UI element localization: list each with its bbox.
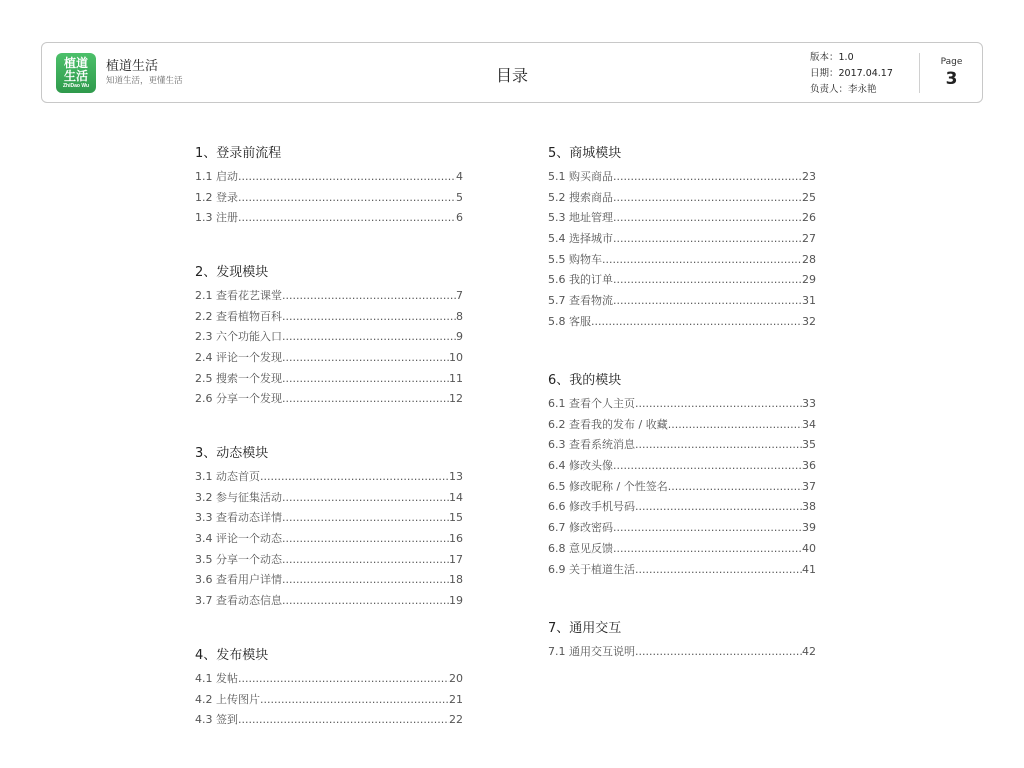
- document-header: [41, 42, 983, 103]
- toc-leader-dots: [635, 396, 802, 412]
- toc-entry-label: 5.4 选择城市: [548, 232, 613, 246]
- toc-leader-dots: [282, 593, 449, 609]
- toc-entry-label: 6.2 查看我的发布 / 收藏: [548, 417, 668, 431]
- version-text: 版本：1.0: [810, 52, 854, 63]
- toc-entry-page: 11: [449, 371, 463, 385]
- toc-entry-label: 6.7 修改密码: [548, 521, 613, 535]
- toc-entry[interactable]: [548, 479, 816, 500]
- toc-entry-label: 5.3 地址管理: [548, 211, 613, 225]
- toc-entry[interactable]: [548, 396, 816, 417]
- toc-leader-dots: [282, 371, 449, 387]
- toc-entry[interactable]: [195, 490, 463, 511]
- toc-section-title: 5、商城模块: [548, 146, 622, 161]
- toc-entry-page: 6: [456, 211, 463, 225]
- toc-entry-label: 3.6 查看用户详情: [195, 573, 282, 587]
- document-meta: [810, 50, 893, 98]
- toc-entry-label: 1.2 登录: [195, 190, 238, 204]
- toc-entry-page: 15: [449, 511, 463, 525]
- toc-column-right: [548, 146, 816, 665]
- toc-section: [195, 446, 463, 648]
- toc-entry[interactable]: [195, 190, 463, 211]
- toc-section: [195, 265, 463, 446]
- toc-entry-label: 6.9 关于植道生活: [548, 562, 635, 576]
- toc-section: [548, 146, 816, 373]
- toc-entry-label: 3.4 评论一个动态: [195, 532, 282, 546]
- toc-entry-label: 1.3 注册: [195, 211, 238, 225]
- toc-entry[interactable]: [548, 499, 816, 520]
- toc-entry[interactable]: [548, 644, 816, 665]
- toc-entry-page: 21: [449, 692, 463, 706]
- toc-entry[interactable]: [548, 314, 816, 335]
- toc-entry-label: 3.1 动态首页: [195, 470, 260, 483]
- toc-leader-dots: [282, 490, 449, 506]
- toc-leader-dots: [613, 210, 802, 226]
- toc-entry[interactable]: [195, 350, 463, 371]
- toc-section: [195, 146, 463, 265]
- toc-leader-dots: [238, 190, 456, 206]
- toc-entry-page: 33: [802, 397, 816, 410]
- toc-entry[interactable]: [548, 562, 816, 583]
- toc-section-title: 7、通用交互: [548, 621, 622, 636]
- toc-section: [548, 621, 816, 665]
- toc-entry-page: 19: [449, 594, 463, 608]
- toc-entry-page: 17: [449, 552, 463, 566]
- toc-entry-label: 6.1 查看个人主页: [548, 397, 635, 410]
- toc-entry[interactable]: [195, 391, 463, 412]
- toc-leader-dots: [635, 437, 802, 453]
- page-indicator: [920, 53, 983, 89]
- toc-entry-page: 14: [449, 490, 463, 504]
- toc-entry-page: 39: [802, 521, 816, 535]
- toc-entry-label: 2.3 六个功能入口: [195, 330, 282, 344]
- toc-entry[interactable]: [548, 231, 816, 252]
- toc-entry-page: 10: [449, 351, 463, 365]
- toc-section: [548, 373, 816, 621]
- toc-entry-label: 5.6 我的订单: [548, 273, 613, 287]
- toc-entry[interactable]: [548, 417, 816, 438]
- owner-text: 负责人：李永艳: [810, 84, 877, 95]
- toc-leader-dots: [602, 252, 802, 268]
- toc-entry[interactable]: [195, 531, 463, 552]
- toc-entry-label: 2.1 查看花艺课堂: [195, 289, 282, 302]
- toc-entry-page: 31: [802, 294, 816, 308]
- toc-leader-dots: [260, 469, 449, 485]
- toc-entry[interactable]: [195, 371, 463, 392]
- toc-entry-label: 6.4 修改头像: [548, 459, 613, 473]
- brand-slogan: 知道生活，更懂生活: [106, 76, 183, 86]
- toc-entry-label: 5.5 购物车: [548, 252, 602, 266]
- toc-entry[interactable]: [195, 510, 463, 531]
- toc-entry-label: 2.2 查看植物百科: [195, 309, 282, 323]
- toc-entry-page: 4: [456, 170, 463, 183]
- toc-leader-dots: [282, 552, 449, 568]
- toc-entry[interactable]: [548, 293, 816, 314]
- toc-entry[interactable]: [548, 210, 816, 231]
- toc-leader-dots: [282, 288, 456, 304]
- toc-entry-page: 20: [449, 672, 463, 685]
- toc-entry[interactable]: [195, 329, 463, 350]
- toc-leader-dots: [613, 169, 802, 185]
- toc-entry-label: 4.2 上传图片: [195, 692, 260, 706]
- toc-leader-dots: [282, 531, 449, 547]
- toc-entry-page: 28: [802, 252, 816, 266]
- toc-leader-dots: [613, 520, 802, 536]
- toc-entry[interactable]: [195, 552, 463, 573]
- toc-entry[interactable]: [195, 469, 463, 490]
- toc-entry-page: 41: [802, 562, 816, 576]
- toc-entry[interactable]: [548, 437, 816, 458]
- toc-section-title: 3、动态模块: [195, 446, 269, 461]
- toc-section: [195, 648, 463, 733]
- toc-entry-label: 4.1 发帖: [195, 672, 238, 685]
- toc-entry-page: 38: [802, 500, 816, 514]
- toc-entry-label: 5.8 客服: [548, 314, 591, 328]
- toc-leader-dots: [613, 190, 802, 206]
- toc-section-title: 6、我的模块: [548, 373, 622, 388]
- toc-entry-label: 2.4 评论一个发现: [195, 351, 282, 365]
- toc-leader-dots: [238, 210, 456, 226]
- toc-leader-dots: [635, 644, 802, 660]
- toc-entry[interactable]: [548, 252, 816, 273]
- toc-entry-label: 3.5 分享一个动态: [195, 552, 282, 566]
- toc-entry-label: 1.1 启动: [195, 170, 238, 183]
- toc-leader-dots: [282, 391, 449, 407]
- toc-leader-dots: [613, 272, 802, 288]
- toc-entry-label: 5.7 查看物流: [548, 294, 613, 308]
- toc-entry[interactable]: [548, 272, 816, 293]
- toc-leader-dots: [238, 169, 456, 185]
- toc-section-title: 4、发布模块: [195, 648, 269, 663]
- toc-entry-page: 5: [456, 190, 463, 204]
- toc-leader-dots: [613, 231, 802, 247]
- toc-leader-dots: [238, 671, 449, 687]
- toc-entry-page: 35: [802, 438, 816, 452]
- toc-entry[interactable]: [548, 190, 816, 211]
- toc-entry-page: 7: [456, 289, 463, 302]
- toc-entry-page: 37: [802, 479, 816, 493]
- toc-leader-dots: [282, 572, 449, 588]
- toc-entry-page: 18: [449, 573, 463, 587]
- toc-leader-dots: [260, 692, 449, 708]
- toc-entry-page: 13: [449, 470, 463, 483]
- toc-leader-dots: [668, 417, 802, 433]
- toc-entry[interactable]: [548, 169, 816, 190]
- toc-entry-label: 3.7 查看动态信息: [195, 594, 282, 608]
- toc-entry[interactable]: [195, 210, 463, 231]
- toc-leader-dots: [591, 314, 802, 330]
- toc-entry-page: 42: [802, 645, 816, 658]
- toc-leader-dots: [613, 293, 802, 309]
- toc-entry-page: 16: [449, 532, 463, 546]
- toc-entry-label: 6.3 查看系统消息: [548, 438, 635, 452]
- toc-entry-label: 2.5 搜索一个发现: [195, 371, 282, 385]
- toc-entry-label: 6.6 修改手机号码: [548, 500, 635, 514]
- toc-entry-label: 5.2 搜索商品: [548, 190, 613, 204]
- toc-leader-dots: [282, 309, 456, 325]
- toc-entry-page: 32: [802, 314, 816, 328]
- toc-entry-page: 22: [449, 713, 463, 727]
- toc-entry[interactable]: [195, 692, 463, 713]
- toc-entry[interactable]: [195, 288, 463, 309]
- toc-entry-page: 23: [802, 170, 816, 183]
- toc-entry[interactable]: [195, 572, 463, 593]
- toc-entry-page: 34: [802, 417, 816, 431]
- toc-leader-dots: [282, 350, 449, 366]
- toc-entry[interactable]: [548, 458, 816, 479]
- toc-entry-label: 2.6 分享一个发现: [195, 392, 282, 406]
- toc-entry-label: 5.1 购买商品: [548, 170, 613, 183]
- toc-leader-dots: [613, 458, 802, 474]
- toc-section-title: 1、登录前流程: [195, 146, 282, 161]
- toc-entry[interactable]: [195, 712, 463, 733]
- toc-entry[interactable]: [548, 541, 816, 562]
- toc-leader-dots: [635, 499, 802, 515]
- toc-leader-dots: [668, 479, 802, 495]
- page-number: 3: [945, 69, 958, 89]
- toc-entry-page: 36: [802, 459, 816, 473]
- toc-entry-label: 6.5 修改昵称 / 个性签名: [548, 479, 668, 493]
- toc-entry-page: 27: [802, 232, 816, 246]
- toc-column-left: [195, 146, 463, 733]
- page-label: Page: [940, 57, 963, 67]
- toc-leader-dots: [613, 541, 802, 557]
- toc-entry-label: 6.8 意见反馈: [548, 541, 613, 555]
- toc-section-title: 2、发现模块: [195, 265, 269, 280]
- brand-name: 植道生活: [106, 59, 159, 74]
- toc-entry-label: 7.1 通用交互说明: [548, 645, 635, 658]
- toc-entry[interactable]: [195, 309, 463, 330]
- toc-leader-dots: [282, 510, 449, 526]
- toc-entry[interactable]: [195, 169, 463, 190]
- toc-leader-dots: [635, 562, 802, 578]
- toc-entry-page: 8: [456, 309, 463, 323]
- toc-entry[interactable]: [195, 593, 463, 614]
- date-text: 日期：2017.04.17: [810, 68, 893, 79]
- toc-entry[interactable]: [195, 671, 463, 692]
- page-title: 目录: [495, 66, 528, 85]
- toc-entry-page: 40: [802, 541, 816, 555]
- toc-entry-page: 9: [456, 330, 463, 344]
- toc-leader-dots: [238, 712, 449, 728]
- toc-entry-label: 4.3 签到: [195, 713, 238, 727]
- toc-leader-dots: [282, 329, 456, 345]
- toc-entry-page: 12: [449, 392, 463, 406]
- toc-entry-label: 3.3 查看动态详情: [195, 511, 282, 525]
- toc-entry-page: 25: [802, 190, 816, 204]
- toc-entry-page: 26: [802, 211, 816, 225]
- toc-entry-page: 29: [802, 273, 816, 287]
- toc-entry[interactable]: [548, 520, 816, 541]
- toc-entry-label: 3.2 参与征集活动: [195, 490, 282, 504]
- app-logo: 植道生活 ZhiDao Wu: [56, 53, 96, 93]
